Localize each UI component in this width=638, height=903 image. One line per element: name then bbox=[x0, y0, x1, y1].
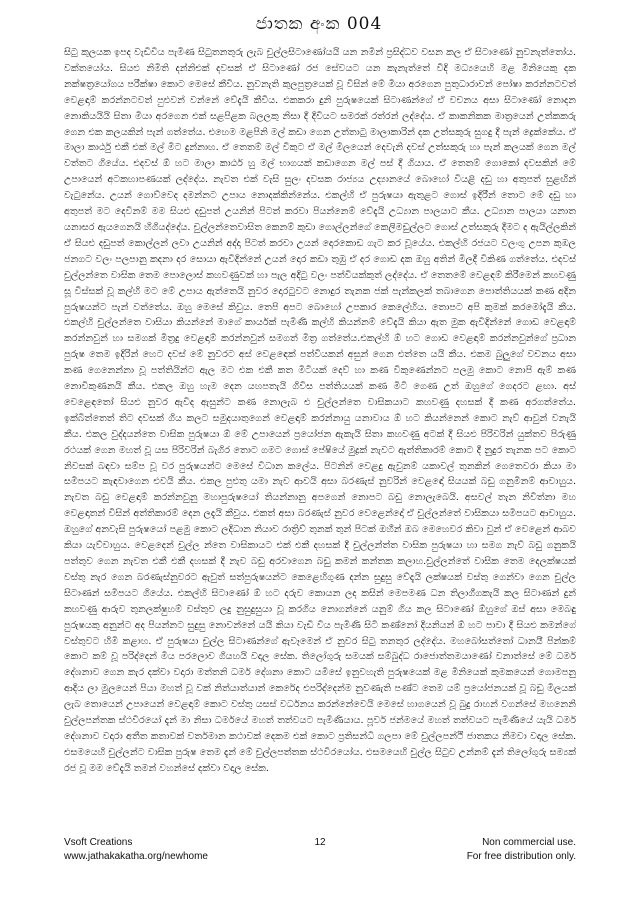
footer-license bbox=[467, 836, 576, 864]
footer-website-link[interactable]: www.jathakakatha.org/newhome bbox=[64, 851, 208, 862]
footer-license-line1: Non commercial use. bbox=[482, 837, 576, 848]
footer-publisher-name: Vsoft Creations bbox=[64, 837, 133, 848]
story-paragraph: සිටු කුලයක ඉපද වැඩිවිය පැමිණ සිටුතනතුරු ලැබ චුල්ලසිටාණෝයයි යන නමින් ප්‍රසිද්ධව වසන කල ඒ සිටාණෝ නුවනැත්තෝය. වක්තයෝය. සියළු නිමිති දන්නිඑක් දවසක් ඒ සිටාණෝ රජ සේවයට යන කැනැත්තේ වීදි මධ්‍යයෙහි මළ මීනියෙකු දක නක්ෂත්‍රයෝගය පරීක්ෂා කොට මෙසේ කීවීය. නුවනැති කුලපුත්‍රයෙක් වූ විසින් මේ මීයා අරගෙන පුතුධාරාවන් පෝෂා කරන්නටවත් වෙළඳාම් කරන්නටවත් පුළුවන් වන්නේ වේදැයි කීවීය. එකකරා දුනි පුරුෂයෙක් සිටාණන්ගේ ඒ වචනය අසා සිටාණෝ නොදන නොකියයියි සිතා මීයා අරගෙන එක් සළපිළක බලලකු නිසා දී දිවියට සමරක් රත්රන් ලද්දේය. ඒ කාකනිකක මාත්‍රයෙන් උත්කකරු ගෙන එක කලයකින් පැන් ගත්තේය. එහෙම මළපිනි මල් කඩා ගෙන උත්තාටු මාලාකාරින් දක උත්සකුරු සුගදු දී පැන් ද්‍රෙක්කේය. ඒ මාලා කාර්ඨු එකී එක් මල් මිට දුන්නාහ. ඒ තෙතම් මල් විකුට ඒ මල් මිලයෙන් දෙවැනි දවස් උත්සකුරු හා පැන් කලයක් ගෙන මල් වත්තට ගියේය. එදවස් ඕ හට මාලා කාර්ඨ හු මල් භාගයක් කඩාගෙන මල් පස් දී ගියාය. ඒ තෙතම් ගොකෝ දවසකින් මේ උපායෙන් අටකහාපණයක් ලද්දේය. නැවත එක් වැසි සුලං දවසක රාජ්‍යය උද්‍යානයේ බොහෝ වියළි දඩු හා අතුපත් සුළඟින් වැටුනේය. උයන් ගොව්වෙද දමන්නට උපාය නොදක්කින්නේය. එකල්හි ඒ පුරුෂයා ඇතුළට ගොස් ඉදිරීන් තොට මේ දඩු හා අතුපත් මට දෙවිනම් මම සියළු දඩුපත් උයනින් පිටත් කරවා පියන්නෙම් වේදැයි උධ්‍යාන පාලයාට කීය. උධ්‍යාන පාලයා යනාත යනාසර ඇයගෙනයි හිගියද්දේය. චුල්ලන්තෙවාසිත කෙනම් කුඩා ගොල්ලන්ගේ කෙලිමඩුල්ලට ගොස් උත්සකුරු දීමට ද ඇයිල්ලකින් ඒ සියළු දඩුපත් කොල්ලන් ලවා උයනින් අද්දා පිටත් කරවා උයන් දොරකොඩ ගැට කර වූයේය. එකල්හි රජයට වලංගු උපන කුඹල ජනගට වලං පලපානු කදනා දර සොයා ඇවිදින්නේ උයන් දොර කඩා තුඹු ඒ දර ගොඩ දක ඔහු අතින් මිලදී විකිණ ගත්තේය. එදවස් චුල්ලන්තෙ වාසික තෙම පොලොස් කහවණුවක් හා පැල අදිටු වලං පත්වියක්කුත් ලද්දේය. ඒ තෙතමේ වෙළඳම් කිරීමෙන් කහවණු සූ විස්සක් වූ කල්හි මට මේ උපාය ඇත්තෙයි නුවර දොරටුවට නොදුර තැනක ජක් පැන්කලක් තබාගෙන පොත්තියයක් කණ අදින පුරුෂයන්ට පැන් වත්තේය. ඔහු මෙසේ කිවුය. තෙපි අපට බොහෝ උපකාර කෙලේහිය. තොපට අපි කුමක් කරමෝදැයි කීය. එකල්හි චුල්ලන්තෙ වාසියා කියන්නේ මාගේ කාර්යක් පැමිණි කල්හි කියන්නම් වේදැයි කියා ඇත මුක ඇවිදින්නේ ගොඩ වෙළඳාම් කරන්නවුන් හා සමගක් මිත්‍රදු වෙළඳාම් කරන්නවුන් සමගත් මිත්‍ර ගත්තේය.එකල්හි ඕ හට ගොඩ වෙළඳාම් කරන්නවුන්ගේ ප්‍රධාන පුරුෂ තෙම ඉදිරින් හෙට දවස් මේ නුවරට අස් වෙළඳෙක් පත්වියකන් අසුන් ගෙන එත්තෙ යයි කීය. එකම බුලුගේ වචනය අසා කණ ගෙනෙන්නා වූ පත්තියින්ට ඇල මට එක එකී කත මිටියක් දෙව් හා කණ විකුණෙන්නට පලමු කොට නොපි ඇම් කණ නොවිකුණනයි කීය. එකල ඔහු හැම දෙන යහපතැයි ගිවිස පත්තියයක් කණ මිටි ගෙණ උත් ඔහුගේ ගෙදරට ළඟා. අස් වෙළෙඳතෝ සියළු නුවර ඇවිද ඇසුන්ට කණ නොලැබ එ චුල්ලන්තෙ වාසිකයාට කහවණු දහසක් දී කණ අරගත්තේය. ඉක්බිත්තෙත් තිට දවසක් ගිය කලට සමුදයාතුගෙන් වෙළඳාම් කරන්නායු යනාවාය ඕ හට කියන්නෙන් කොට නැව් ආවුන් වනැයි කීය. එකල වුද්දයන්තෙ වාසික පුරුෂයා ඕ මේ උපායෙන් ප්‍රයෝජන ඇකැයි සිතා කහවණු අටක් දී සියළු පිරිවරින් යුක්තව පිරුණු රථයක් ගෙන මහත් වූ යස පිරිවරින් බැගිර තොට ගමට ගොස් පේෂියේ මුද්‍රක් නැවට ඇත්තිකාරම් කොට දී නුදුර තැනක පට කොට නිවසක් බඳවා සම්ප වූ වර පුරුෂයන්ට මෙසේ විධාන කලේය. පිටනින් වෙළදු ඇවුනම් යකාවල් තුනකින් ගෙතෙවරා කියා මා සමීපයට කැඳවාගෙන එවයි කීය. එකල පුළුතු යමා නැව ආවයි අසා බරණැස් නුවරින් වෙළඳෝ සියයක් බඩු ගනුමිනම් ආවාහුය. නැවත බඩු වෙළඳාම් කරන්නවුනු මහාපුරුෂයෝ තියන්නානු අපගෙන් නොපට බඩු නොලැබෙයි. අසවල් තැන නිවිත්නා මහ වෙළඳාතන් විසින් අත්තිකාරම් දෙන ලදැයි කීවුය. එකත් අසා බරණැස් නුවර වෙළෙන්දෝ ඒ චුල්ලන්තේ වාසිකයා සමීපයට ආවාහුය. ඔහුගේ අනවැසි පුරුෂයෝ පළමු කොට ලදිධාන නියාව රාත්‍රිව් තුනක් තුන් පිටක් ඔහීන් ඔබ මෙහෙවර කිවා වුන් ඒ වෙළෙන් ආබව කියා යැව්වාහුය. වෙළදෙන් චුල්ල න්තෙ වාසිකායට එක් එකී දහසක් දී චුල්ලන්ත්ත වාසික පුරුෂයා හා සමග නැව් බඩු ගනුකයි පත්තුව ගෙන නැවත එකී එකී දහසක් දී නැව බඩු අරවාගෙන බඩු කමන් කන්තක කලාහ.චුල්ලන්තේ වාසික තෙම දෙලක්ෂයක් වස්තු නැර ගෙන බරණැස්නුවරට ඇවුත් සත්පුරුෂයන්ට කෙළෙහිගුණ දන්න සුදුසු වේදැයි ලක්ෂයක් වස්තු ගෙන්වා ගෙන චුල්ල සිටාණන් සමීපයට ගියේය. එකල්හි සිටාණෝ ඕ හට දරුව කොයන ලද කසින් මෙපමණ ධන තිලාගීගකැයි කල සිටාණන් දුන් කහවණු ආරුව තුනලක්ෂුහම් වස්තුව ලදු නුසුදුසුයා වූ කරගිය නොගන්නේ යනුම් ගිය කල සිටාණෝ ඕහුගේ ඔස් අසා මෙබඳු පුරුෂයකු අනුන්ට අද පියන්නට සුදුසු නොවන්නේ යයි කියා වැඩි විය පැමිණි සිටී කණ්නෝ දියනියන් ඕ හට පාවා දී සියළු කමන්ගේ වස්තුවට හිමි කළාහ. ඒ පුරුෂයා චුල්ල සිටාණන්ගේ ඇවෑමෙන් ඒ නුවර සිටු තනතුර ලද්දේය. මහබෝසත්තෝ ධානයී පින්කම් කොට කම් වූ පරිද්දෙන් මිය පරලොව ගියහයි වදාල සේක. තිලෝගුරු සමයක් සම්බුද්ධ රාජොත්තමයාණෝ වනාත්සේ මේ ධර්ම දේශනාව ගෙන කැර දක්වා වදාරා මත්තනි ධර්ම දේශනා කොට යමිසේ ඉනුවහැති පුරුෂයෙක් මළ මීනියෙක් කුමකයෙන් ගොමපනු ආදිය ලා මුලයෙන් පියා මහත් වූ වක් නිත්යාත්යාන් කෙරේද එපරිද්දෙන්ම නුවණැති පණ්ට තෙම යම් ප්‍රයෝජනයක් වූ බඩු මිලයක් ලැබ තොයෙන් උපායෙන් වෙළඳාම් කොට වස්තු යසස් වර්ධනය කරන්නේවෙයි මෙසේ හාගයෙන් වූ බුදු රාහන් වගන්සේ මහනෙනි චුල්ලපන්තක ස්ථවිරයෝ දැන් මා නිසා ධර්මයේ මහත් තත්වයට පැමිණියාය. පූර්ව ජන්මයේ මහත් තත්වයට පැමිණියේ යැයි ධර්ම දේශනාව වදාරා අතීත කතාවක් වර්තමාන කථාවක් දෙකම එක් කොට ප්‍රතිසන්ධි ගලපා මේ චුල්ලපන්ථි ජාතකය නිමවා වදාල සේක. එසමයෙහි චුල්ලන්ට වාසික පුරුෂ තෙම දැන් මේ චුල්ලපත්තක ස්ථවිරයෝය. එසමයෙහි චුල්ල සිටුව උන්නම් දැන් තිලෝගුරු සම්‍යක් රජ වූ මම වේදැයි තමන් වහන්සේ දක්වා වදාල සේක. bbox=[64, 47, 576, 774]
footer-license-line2: For free distribution only. bbox=[466, 851, 576, 862]
story-body bbox=[64, 45, 576, 821]
page-number: 12 bbox=[314, 837, 326, 848]
page-title: ජාතක අංක 004 bbox=[255, 14, 383, 34]
